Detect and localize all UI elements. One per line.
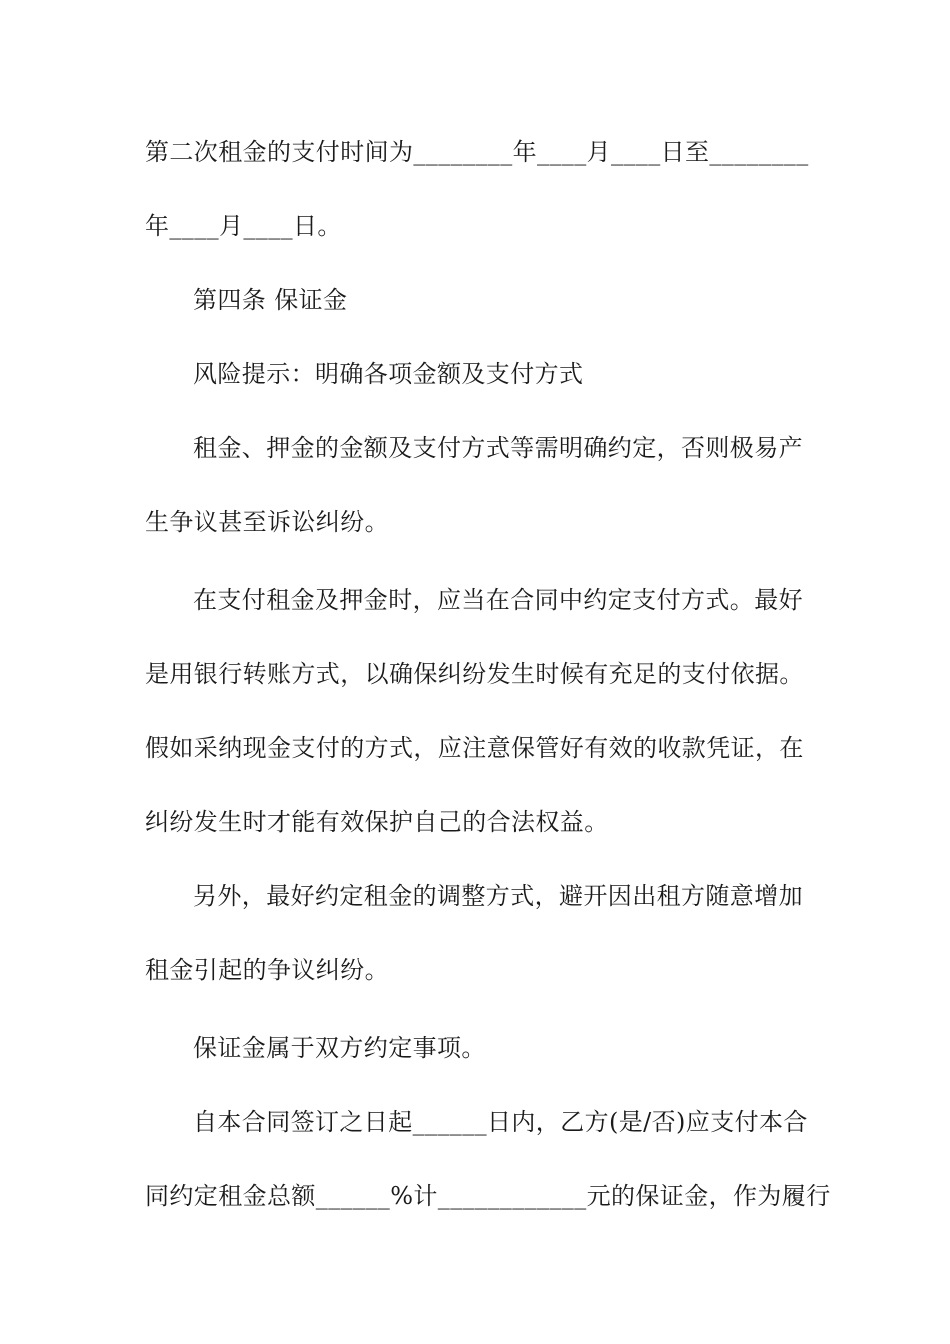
text-line: 另外，最好约定租金的调整方式，避开因出租方随意增加: [193, 882, 803, 910]
text-line: 生争议甚至诉讼纠纷。: [145, 508, 389, 536]
text-line: 纠纷发生时才能有效保护自己的合法权益。: [145, 808, 609, 836]
risk-notice-heading: 风险提示：明确各项金额及支付方式: [193, 360, 584, 388]
text-line: 第二次租金的支付时间为________年____月____日至________: [145, 138, 809, 166]
text-line: 在支付租金及押金时，应当在合同中约定支付方式。最好: [193, 586, 803, 614]
text-line: 租金引起的争议纠纷。: [145, 956, 389, 984]
text-line: 租金、押金的金额及支付方式等需明确约定，否则极易产: [193, 434, 803, 462]
section-heading: 第四条 保证金: [193, 286, 348, 314]
text-line: 年____月____日。: [145, 212, 342, 240]
text-line: 同约定租金总额______%计____________元的保证金，作为履行: [145, 1182, 831, 1210]
text-line: 假如采纳现金支付的方式，应注意保管好有效的收款凭证，在: [145, 734, 804, 762]
text-line: 是用银行转账方式，以确保纠纷发生时候有充足的支付依据。: [145, 660, 804, 688]
text-line: 自本合同签订之日起______日内，乙方(是/否)应支付本合: [193, 1108, 808, 1136]
text-line: 保证金属于双方约定事项。: [193, 1034, 486, 1062]
